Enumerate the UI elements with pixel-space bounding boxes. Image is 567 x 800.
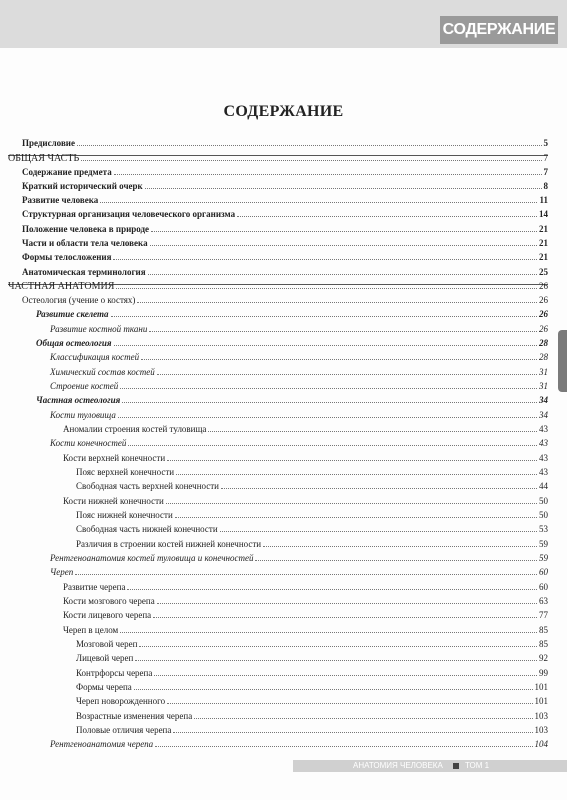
toc-entry[interactable]: Кости мозгового черепа 63: [63, 596, 548, 606]
toc-entry[interactable]: Общая остеология 28: [36, 338, 548, 348]
toc-entry[interactable]: Краткий исторический очерк 8: [22, 181, 548, 191]
toc-entry[interactable]: Пояс верхней конечности 43: [76, 467, 548, 477]
toc-entry[interactable]: Кости туловища 34: [50, 410, 548, 420]
side-tab: [558, 330, 567, 392]
toc-entry[interactable]: Частная остеология 34: [36, 395, 548, 405]
toc-entry[interactable]: Рентгеноанатомия костей туловища и конечностей 59: [50, 553, 548, 563]
toc-entry[interactable]: Предисловие 5: [22, 138, 548, 148]
toc-entry[interactable]: Развитие костной ткани 26: [50, 324, 548, 334]
toc-entry[interactable]: Структурная организация человеческого организма 14: [22, 209, 548, 219]
toc-entry[interactable]: Классификация костей 28: [50, 352, 548, 362]
toc-entry[interactable]: Лицевой череп 92: [76, 653, 548, 663]
toc-entry[interactable]: Череп 60: [50, 567, 548, 577]
footer-book-title: АНАТОМИЯ ЧЕЛОВЕКА: [353, 761, 443, 770]
toc-entry[interactable]: ЧАСТНАЯ АНАТОМИЯ 26: [8, 281, 548, 292]
toc-entry[interactable]: Положение человека в природе 21: [22, 224, 548, 234]
toc-entry[interactable]: Пояс нижней конечности 50: [76, 510, 548, 520]
toc-entry[interactable]: Остеология (учение о костях) 26: [22, 295, 548, 305]
toc-entry[interactable]: Формы черепа 101: [76, 682, 548, 692]
toc-entry[interactable]: Развитие человека 11: [22, 195, 548, 205]
toc-entry[interactable]: Кости конечностей 43: [50, 438, 548, 448]
toc-entry[interactable]: Кости нижней конечности 50: [63, 496, 548, 506]
toc-entry[interactable]: Кости лицевого черепа 77: [63, 610, 548, 620]
toc-entry[interactable]: ОБЩАЯ ЧАСТЬ 7: [8, 153, 548, 164]
toc-entry[interactable]: Половые отличия черепа 103: [76, 725, 548, 735]
toc-entry[interactable]: Содержание предмета 7: [22, 167, 548, 177]
header-title: СОДЕРЖАНИЕ: [440, 16, 558, 44]
footer-bar: [293, 760, 567, 772]
toc-entry[interactable]: Аномалии строения костей туловища 43: [63, 424, 548, 434]
toc-entry[interactable]: Контрфорсы черепа 99: [76, 668, 548, 678]
toc-entry[interactable]: Формы телосложения 21: [22, 252, 548, 262]
toc-entry[interactable]: Химический состав костей 31: [50, 367, 548, 377]
toc-entry[interactable]: Рентгеноанатомия черепа 104: [50, 739, 548, 749]
toc-entry[interactable]: Мозговой череп 85: [76, 639, 548, 649]
toc-entry[interactable]: Свободная часть верхней конечности 44: [76, 481, 548, 491]
toc-entry[interactable]: Развитие черепа 60: [63, 582, 548, 592]
toc-entry[interactable]: Череп в целом 85: [63, 625, 548, 635]
toc-entry[interactable]: Свободная часть нижней конечности 53: [76, 524, 548, 534]
toc-entry[interactable]: Части и области тела человека 21: [22, 238, 548, 248]
toc-entry[interactable]: Различия в строении костей нижней конечности 59: [76, 539, 548, 549]
toc-entry[interactable]: Развитие скелета 26: [36, 309, 548, 319]
toc-entry[interactable]: Строение костей 31: [50, 381, 548, 391]
toc-entry[interactable]: Череп новорожденного 101: [76, 696, 548, 706]
toc-entry[interactable]: Анатомическая терминология 25: [22, 267, 548, 277]
toc-entry[interactable]: Возрастные изменения черепа 103: [76, 711, 548, 721]
square-icon: [453, 763, 459, 769]
footer-volume: ТОМ 1: [465, 761, 490, 770]
page-title: СОДЕРЖАНИЕ: [223, 103, 344, 120]
toc-entry[interactable]: Кости верхней конечности 43: [63, 453, 548, 463]
